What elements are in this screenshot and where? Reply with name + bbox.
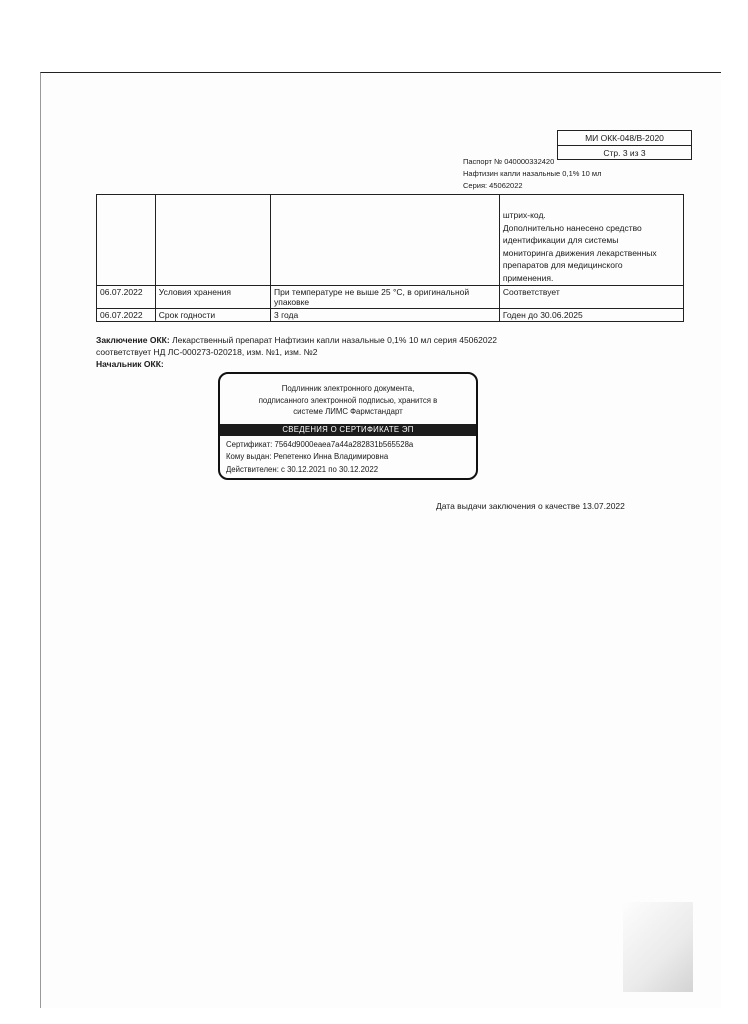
stamp-certificate-bar: СВЕДЕНИЯ О СЕРТИФИКАТЕ ЭП: [220, 424, 476, 436]
passport-number: Паспорт № 040000332420: [463, 157, 555, 166]
certificate-id: Сертификат: 7564d9000eaea7a44a282831b565528a: [226, 439, 414, 449]
row-result: Соответствует: [499, 286, 683, 309]
stamp-line: подписанного электронной подписью, хранится в: [258, 395, 438, 405]
row-date: 06.07.2022: [97, 309, 156, 322]
table-row: [97, 309, 684, 322]
table-cell: [270, 195, 499, 286]
table-row: [97, 286, 684, 309]
results-table: [96, 194, 684, 322]
document-code: МИ ОКК-048/В-2020: [558, 131, 691, 146]
chief-label: Начальник ОКК:: [96, 359, 164, 369]
identification-line: препаратов для медицинского: [502, 260, 623, 270]
identification-line: штрих-код.: [502, 210, 546, 220]
table-row: [97, 195, 684, 286]
certificate-validity: Действителен: с 30.12.2021 по 30.12.2022: [226, 464, 379, 474]
stamp-line: Подлинник электронного документа,: [281, 384, 415, 393]
row-parameter: Срок годности: [155, 309, 270, 322]
stamp-line: системе ЛИМС Фармстандарт: [293, 407, 403, 416]
identification-line: Дополнительно нанесено средство: [502, 222, 642, 233]
series-number: Серия: 45062022: [463, 181, 523, 190]
row-date: 06.07.2022: [97, 286, 156, 309]
identification-cell: [499, 195, 683, 286]
identification-line: идентификации для системы: [502, 235, 619, 245]
row-result: Годен до 30.06.2025: [499, 309, 683, 322]
row-requirement: При температуре не выше 25 °С, в оригинальной упаковке: [270, 286, 499, 309]
scan-shadow: [623, 902, 693, 992]
conclusion-text: Лекарственный препарат Нафтизин капли назальные 0,1% 10 мл серия 45062022 соответствует НД ЛС-000273-020218, изм. №1, изм. №2: [96, 335, 498, 357]
conclusion-label: Заключение ОКК:: [96, 335, 170, 345]
e-signature-stamp: [218, 372, 478, 480]
row-parameter: Условия хранения: [155, 286, 270, 309]
table-cell: [97, 195, 156, 286]
row-requirement: 3 года: [270, 309, 499, 322]
identification-line: мониторинга движения лекарственных: [502, 247, 657, 258]
conclusion-block: [96, 334, 546, 370]
stamp-header: [220, 374, 476, 418]
stamp-info: [220, 436, 476, 480]
product-name: Нафтизин капли назальные 0,1% 10 мл: [463, 169, 602, 178]
identification-line: применения.: [502, 272, 554, 283]
page-number: Стр. 3 из 3: [603, 148, 646, 158]
certificate-owner: Кому выдан: Репетенко Инна Владимировна: [226, 452, 389, 461]
conclusion-paragraph: [96, 334, 546, 358]
issue-date: Дата выдачи заключения о качестве 13.07.2022: [436, 501, 625, 511]
table-cell: [155, 195, 270, 286]
passport-block: [463, 156, 601, 192]
